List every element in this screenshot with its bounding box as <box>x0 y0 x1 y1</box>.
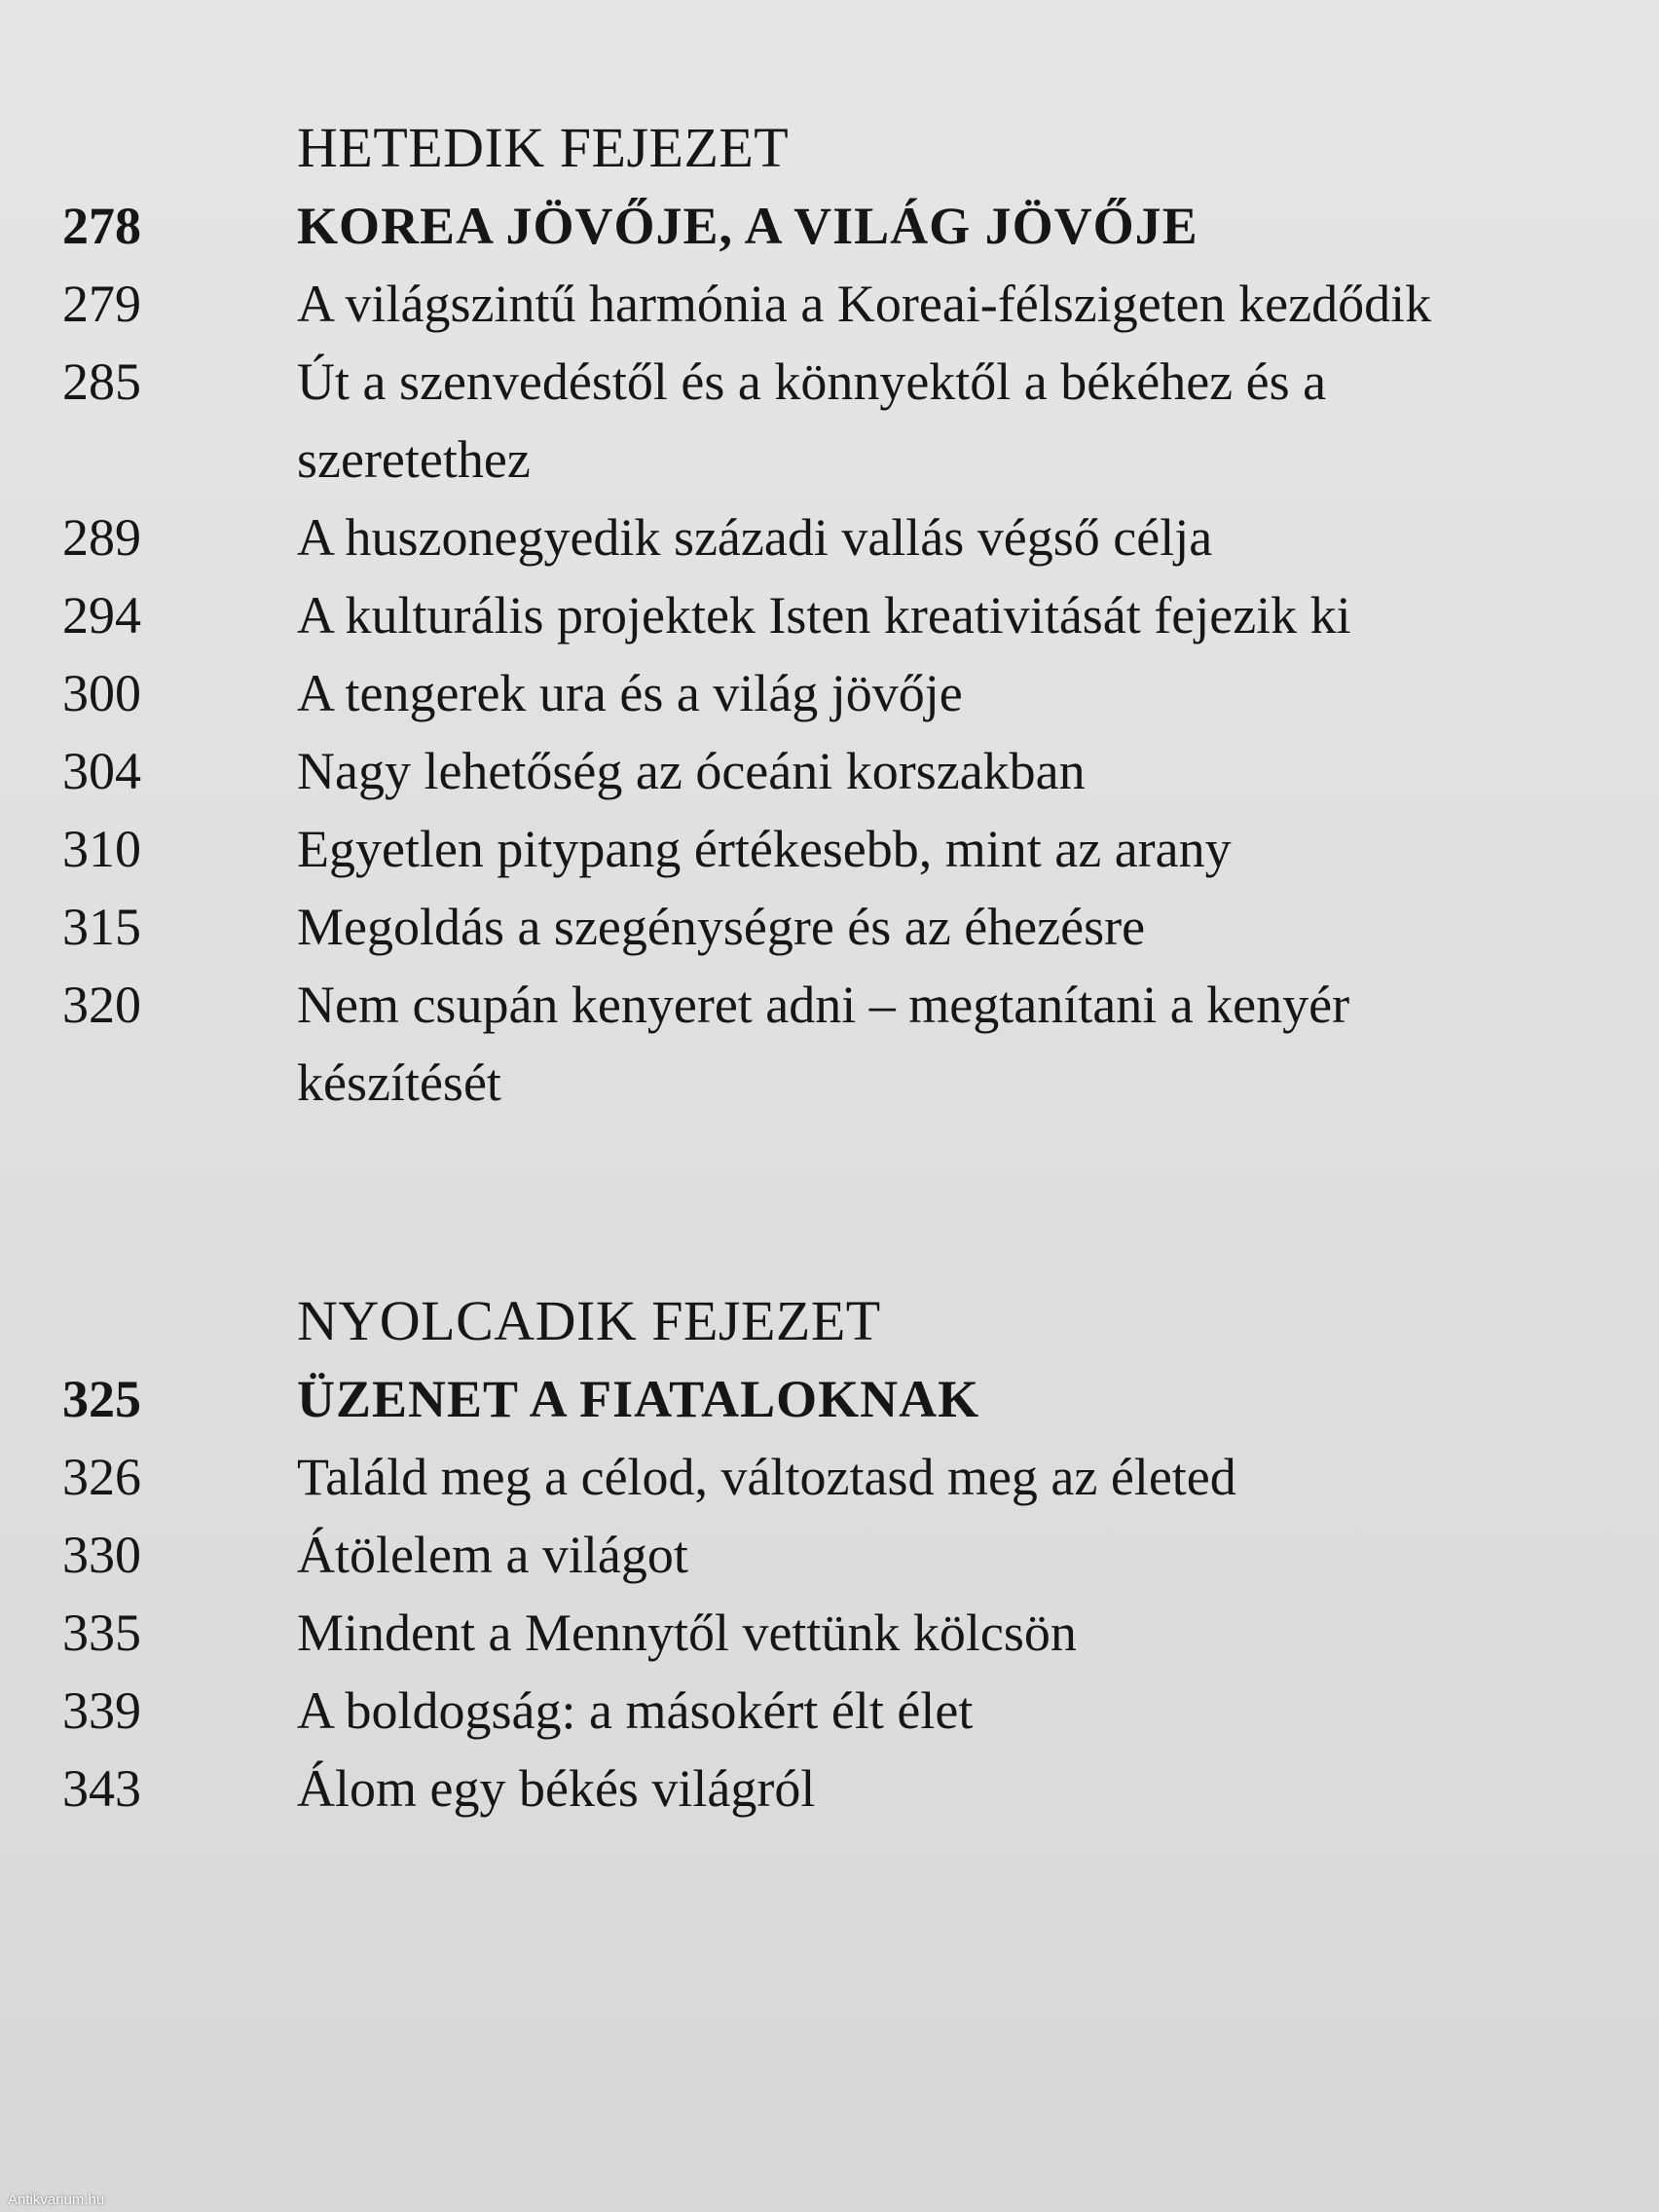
page-number: 300 <box>62 664 141 722</box>
toc-entry <box>0 1360 1659 1438</box>
page-number: 315 <box>62 898 141 956</box>
page-number: 278 <box>62 197 141 255</box>
page-number: 304 <box>62 742 141 800</box>
toc-entry <box>0 1516 1659 1594</box>
entry-title: Álom egy békés világról <box>297 1759 816 1818</box>
toc-entry <box>0 810 1659 888</box>
chapter-section-7 <box>0 109 1659 1122</box>
page-number: 343 <box>62 1759 141 1818</box>
chapter-heading: NYOLCADIK FEJEZET <box>297 1289 881 1352</box>
page-number: 330 <box>62 1526 141 1584</box>
toc-entry <box>0 1750 1659 1827</box>
page-number: 279 <box>62 275 141 333</box>
entry-title: Nagy lehetőség az óceáni korszakban <box>297 742 1086 800</box>
toc-entry <box>0 265 1659 343</box>
entry-title: Nem csupán kenyeret adni – megtanítani a kenyér készítését <box>297 976 1350 1112</box>
entry-title: A világszintű harmónia a Koreai-félszigeten kezdődik <box>297 275 1432 333</box>
entry-title: A huszonegyedik századi vallás végső célja <box>297 508 1213 567</box>
entry-title: Mindent a Mennytől vettünk kölcsön <box>297 1604 1077 1662</box>
toc-entry <box>0 1438 1659 1516</box>
entry-title: A tengerek ura és a világ jövője <box>297 664 963 722</box>
page-number: 339 <box>62 1681 141 1740</box>
chapter-heading: HETEDIK FEJEZET <box>297 116 790 179</box>
entry-title: Egyetlen pitypang értékesebb, mint az arany <box>297 820 1232 878</box>
page-number: 310 <box>62 820 141 878</box>
toc-entry <box>0 1672 1659 1750</box>
toc-entry <box>0 576 1659 654</box>
toc-entry <box>0 1594 1659 1672</box>
toc-entry <box>0 732 1659 810</box>
toc-entry <box>0 343 1659 498</box>
page-number: 335 <box>62 1604 141 1662</box>
toc-entry <box>0 888 1659 966</box>
page-number: 289 <box>62 508 141 567</box>
entry-title: Találd meg a célod, változtasd meg az életed <box>297 1448 1236 1506</box>
page-number: 325 <box>62 1370 141 1428</box>
entry-title: A boldogság: a másokért élt élet <box>297 1681 974 1740</box>
page-number: 294 <box>62 586 141 645</box>
entry-title: Megoldás a szegénységre és az éhezésre <box>297 898 1146 956</box>
toc-entry <box>0 187 1659 265</box>
page-number: 320 <box>62 976 141 1034</box>
page-number: 326 <box>62 1448 141 1506</box>
entry-title: Út a szenvedéstől és a könnyektől a békéhez és a szeretethez <box>297 352 1327 489</box>
entry-title: A kulturális projektek Isten kreativitását fejezik ki <box>297 586 1351 645</box>
chapter-title: ÜZENET A FIATALOKNAK <box>297 1370 980 1428</box>
toc-entry <box>0 498 1659 576</box>
toc-entry <box>0 966 1659 1122</box>
toc-entry <box>0 654 1659 732</box>
chapter-title: KOREA JÖVŐJE, A VILÁG JÖVŐJE <box>297 197 1198 255</box>
watermark: Antikvarium.hu <box>8 2192 105 2208</box>
chapter-section-8 <box>0 1282 1659 1827</box>
page-number: 285 <box>62 352 141 411</box>
entry-title: Átölelem a világot <box>297 1526 688 1584</box>
